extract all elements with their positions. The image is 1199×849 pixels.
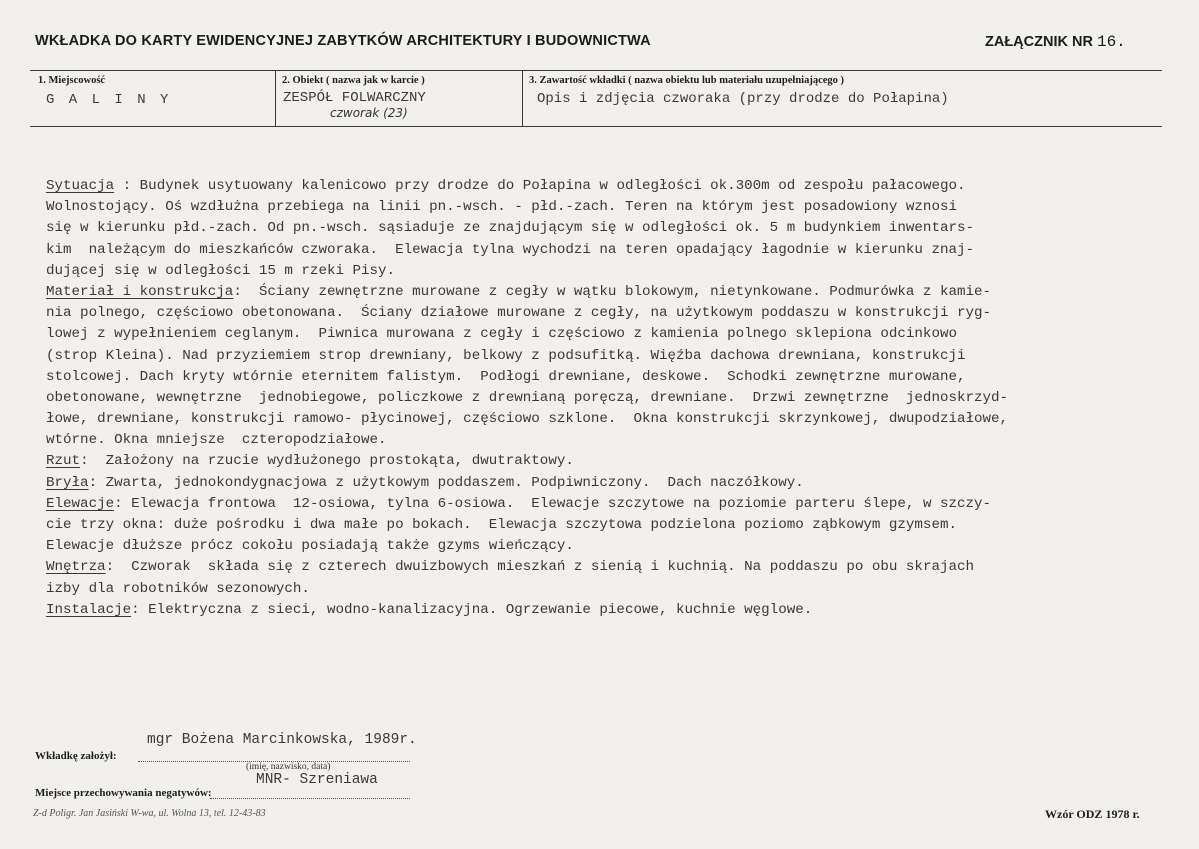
- description-body: [46, 176, 1166, 621]
- description-line: [46, 536, 1166, 557]
- description-line: [46, 557, 1166, 578]
- description-line: [46, 515, 1166, 536]
- description-line: [46, 218, 1166, 239]
- line-text: się w kierunku płd.-zach. Od pn.-wsch. sąsiaduje ze znajdującym się w odległości ok. 5 m budynkiem inwentars-: [46, 220, 975, 237]
- line-text: wtórne. Okna mniejsze czteropodziałowe.: [46, 432, 387, 449]
- content-value: Opis i zdjęcia czworaka (przy drodze do Połapina): [537, 91, 949, 107]
- line-text: izby dla robotników sezonowych.: [46, 580, 310, 597]
- description-line: [46, 579, 1166, 600]
- description-line: [46, 346, 1166, 367]
- bottom-rule: [30, 126, 1162, 127]
- line-text: kim należącym do mieszkańców czworaka. Elewacja tylna wychodzi na teren opadający łagodnie w kierunku znaj-: [46, 241, 975, 258]
- description-line: [46, 473, 1166, 494]
- line-text: : Zwarta, jednokondygnacjowa z użytkowym poddaszem. Podpiwniczony. Dach naczółkowy.: [88, 474, 804, 491]
- field-3-label: 3. Zawartość wkładki ( nazwa obiektu lub materiału uzupełniającego ): [529, 75, 845, 86]
- description-line: [46, 261, 1166, 282]
- line-text: lowej z wypełnieniem ceglanym. Piwnica murowana z cegły i częściowo z kamienia polnego sklepiona odcinkowo: [46, 326, 957, 343]
- line-text: Wolnostojący. Oś wzdłużna przebiega na linii pn.-wsch. - płd.-zach. Teren na którym jest posadowiony wznosi: [46, 199, 957, 216]
- section-heading: Elewacje: [46, 495, 115, 512]
- section-heading: Instalacje: [46, 601, 132, 618]
- attachment-label: ZAŁĄCZNIK NR: [985, 34, 1093, 50]
- line-text: : Elektryczna z sieci, wodno-kanalizacyjna. Ogrzewanie piecowe, kuchnie węglowe.: [131, 601, 813, 618]
- locality-value: G A L I N Y: [46, 92, 172, 108]
- section-heading: Sytuacja: [46, 178, 115, 194]
- object-handwritten-note: czworak (23): [330, 106, 408, 120]
- line-text: łowe, drewniane, konstrukcji ramowo- płycinowej, częściowo szklone. Okna konstrukcji skrzynkowej, dwupodziałowe,: [46, 411, 1009, 428]
- description-line: [46, 430, 1166, 451]
- author-value: mgr Bożena Marcinkowska, 1989r.: [147, 732, 417, 748]
- description-line: [46, 324, 1166, 345]
- description-line: [46, 600, 1166, 621]
- description-line: [46, 494, 1166, 515]
- column-divider-2: [522, 70, 523, 126]
- line-text: (strop Kleina). Nad przyziemiem strop drewniany, belkowy z podsufitką. Więźba dachowa drewniana, konstrukcji: [46, 347, 966, 364]
- line-text: obetonowane, wewnętrzne jednobiegowe, policzkowe z drewnianą poręczą, drewniane. Drzwi zewnętrzne jednoskrzyd-: [46, 389, 1009, 406]
- line-text: stolcowej. Dach kryty wtórnie eternitem falistym. Podłogi drewniane, deskowe. Schodki zewnętrzne murowane,: [46, 368, 966, 385]
- line-text: : Ściany zewnętrzne murowane z cegły w wątku blokowym, nietynkowane. Podmurówka z kamie-: [233, 283, 992, 300]
- section-heading: Materiał i konstrukcja: [46, 283, 234, 300]
- line-text: Elewacje dłuższe prócz cokołu posiadają także gzyms wieńczący.: [46, 538, 574, 555]
- form-pattern: Wzór ODZ 1978 r.: [1045, 807, 1140, 821]
- description-line: [46, 197, 1166, 218]
- description-line: [46, 303, 1166, 324]
- attachment-number: [985, 33, 1126, 51]
- line-text: dującej się w odległości 15 m rzeki Pisy.: [46, 262, 396, 279]
- description-line: [46, 240, 1166, 261]
- description-line: [46, 409, 1166, 430]
- line-text: : Elewacja frontowa 12-osiowa, tylna 6-osiowa. Elewacje szczytowe na poziomie parteru ślepe, w szczy-: [114, 495, 992, 512]
- line-text: nia polnego, częściowo obetonowana. Ściany działowe murowane z cegły, na użytkowym poddaszu w konstrukcji ryg-: [46, 305, 992, 322]
- negatives-label: Miejsce przechowywania negatywów:: [35, 787, 212, 799]
- line-text: : Założony na rzucie wydłużonego prostokąta, dwutraktowy.: [80, 453, 574, 470]
- top-rule: [30, 70, 1162, 71]
- line-text: cie trzy okna: duże pośrodku i dwa małe po bokach. Elewacja szczytowa podzielona poziomo ząbkowym gzymsem.: [46, 517, 957, 533]
- description-line: [46, 388, 1166, 409]
- printer-imprint: Z-d Poligr. Jan Jasiński W-wa, ul. Wolna 13, tel. 12-43-83: [33, 808, 266, 819]
- section-heading: Rzut: [46, 453, 81, 470]
- description-line: [46, 176, 1166, 197]
- line-text: : Czworak składa się z czterech dwuizbowych mieszkań z sienią i kuchnią. Na poddaszu po obu skrajach: [105, 559, 975, 576]
- negatives-dotted-line: [210, 798, 410, 799]
- field-1-label: 1. Miejscowość: [38, 75, 106, 86]
- author-hint: (imię, nazwisko, data): [246, 762, 331, 772]
- form-title: WKŁADKA DO KARTY EWIDENCYJNEJ ZABYTKÓW ARCHITEKTURY I BUDOWNICTWA: [35, 33, 651, 49]
- section-heading: Wnętrza: [46, 559, 106, 576]
- field-2-label: 2. Obiekt ( nazwa jak w karcie ): [282, 75, 425, 86]
- description-line: [46, 282, 1166, 303]
- line-text: : Budynek usytuowany kalenicowo przy drodze do Połapina w odległości ok.300m od zespołu pałacowego.: [114, 178, 966, 194]
- attachment-number-value: 16.: [1096, 33, 1126, 51]
- section-heading: Bryła: [46, 474, 89, 491]
- description-line: [46, 451, 1166, 472]
- column-divider-1: [275, 70, 276, 126]
- author-label: Wkładkę założył:: [35, 750, 117, 762]
- negatives-value: MNR- Szreniawa: [256, 772, 378, 788]
- description-line: [46, 367, 1166, 388]
- object-value: ZESPÓŁ FOLWARCZNY: [283, 90, 426, 106]
